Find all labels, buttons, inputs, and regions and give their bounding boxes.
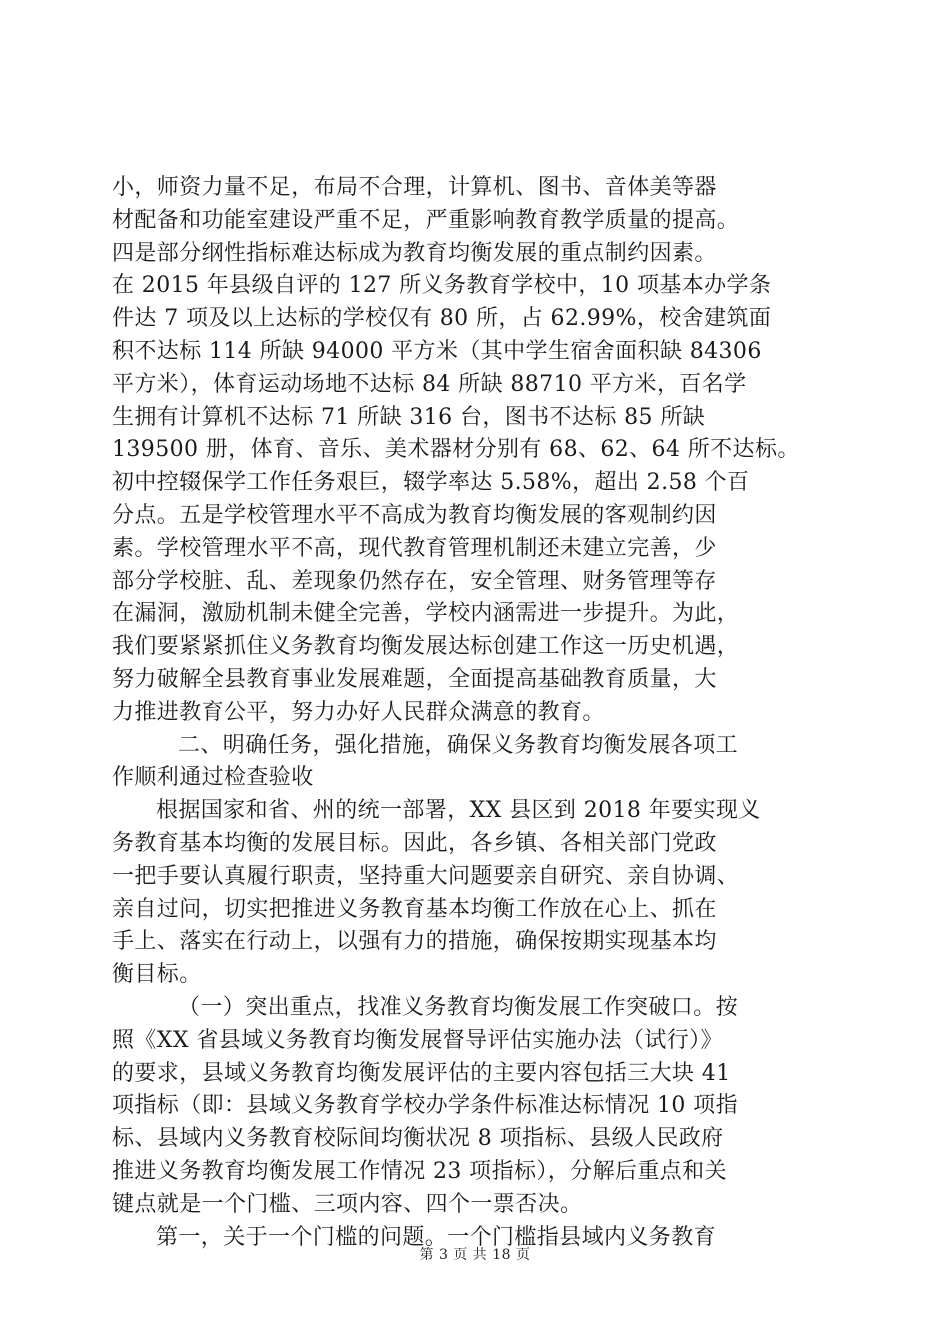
text-line: 初中控辍保学工作任务艰巨，辍学率达 5.58%，超出 2.58 个百 (112, 470, 750, 496)
text-line: 四是部分纲性指标难达标成为教育均衡发展的重点制约因素。 (112, 240, 717, 266)
text-line: 生拥有计算机不达标 71 所缺 316 台，图书不达标 85 所缺 (112, 404, 706, 430)
text-line: 积不达标 114 所缺 94000 平方米（其中学生宿舍面积缺 84306 (112, 338, 762, 364)
text-line: 根据国家和省、州的统一部署，XX 县区到 2018 年要实现义 (156, 798, 761, 824)
text-line: 亲自过问，切实把推进义务教育基本均衡工作放在心上、抓在 (112, 896, 717, 922)
text-line: 的要求，县域义务教育均衡发展评估的主要内容包括三大块 41 (112, 1060, 731, 1086)
text-line: 我们要紧紧抓住义务教育均衡发展达标创建工作这一历史机遇， (112, 634, 740, 660)
text-line: 在 2015 年县级自评的 127 所义务教育学校中，10 项基本办学条 (112, 273, 772, 299)
text-line: 139500 册，体育、音乐、美术器材分别有 68、62、64 所不达标。 (112, 437, 800, 463)
text-line: 力推进教育公平，努力办好人民群众满意的教育。 (112, 699, 605, 725)
text-line: 推进义务教育均衡发展工作情况 23 项指标），分解后重点和关 (112, 1158, 727, 1184)
text-line: 标、县域内义务教育校际间均衡状况 8 项指标、县级人民政府 (112, 1126, 724, 1152)
paragraph-school-conditions (112, 172, 838, 730)
text-line: 照《XX 省县域义务教育均衡发展督导评估实施办法（试行）》 (112, 1027, 723, 1053)
page-number-footer: 第 3 页 共 18 页 (419, 1247, 531, 1263)
subsection-heading-paragraph (112, 992, 838, 1222)
text-line: 分点。五是学校管理水平不高成为教育均衡发展的客观制约因 (112, 502, 717, 528)
section-heading (112, 730, 838, 796)
text-line: 衡目标。 (112, 962, 202, 988)
text-line: 平方米），体育运动场地不达标 84 所缺 88710 平方米，百名学 (112, 371, 747, 397)
text-line: 项指标（即：县域义务教育学校办学条件标准达标情况 10 项指 (112, 1093, 738, 1119)
text-line: 部分学校脏、乱、差现象仍然存在，安全管理、财务管理等存 (112, 568, 717, 594)
text-line: 材配备和功能室建设严重不足，严重影响教育教学质量的提高。 (112, 207, 740, 233)
text-line: 手上、落实在行动上，以强有力的措施，确保按期实现基本均 (112, 929, 717, 955)
heading-line: 作顺利通过检查验收 (112, 765, 314, 791)
document-body (112, 172, 838, 1254)
text-line: 素。学校管理水平不高，现代教育管理机制还未建立完善，少 (112, 535, 717, 561)
text-line: 在漏洞，激励机制未健全完善，学校内涵需进一步提升。为此， (112, 601, 740, 627)
text-line: 一把手要认真履行职责，坚持重大问题要亲自研究、亲自协调、 (112, 863, 740, 889)
paragraph-deployment (112, 795, 838, 992)
text-line: 小，师资力量不足，布局不合理，计算机、图书、音体美等器 (112, 175, 717, 200)
text-line: 件达 7 项及以上达标的学校仅有 80 所，占 62.99%，校舍建筑面 (112, 306, 772, 332)
text-line: 努力破解全县教育事业发展难题，全面提高基础教育质量，大 (112, 666, 717, 692)
text-line: 键点就是一个门槛、三项内容、四个一票否决。 (112, 1191, 583, 1217)
text-line: 务教育基本均衡的发展目标。因此，各乡镇、各相关部门党政 (112, 830, 717, 856)
heading-line: 二、明确任务，强化措施，确保义务教育均衡发展各项工 (178, 732, 739, 758)
text-line: 第一，关于一个门槛的问题。一个门槛指县域内义务教育 (156, 1224, 717, 1250)
text-line: （一）突出重点，找准义务教育均衡发展工作突破口。按 (178, 994, 739, 1020)
